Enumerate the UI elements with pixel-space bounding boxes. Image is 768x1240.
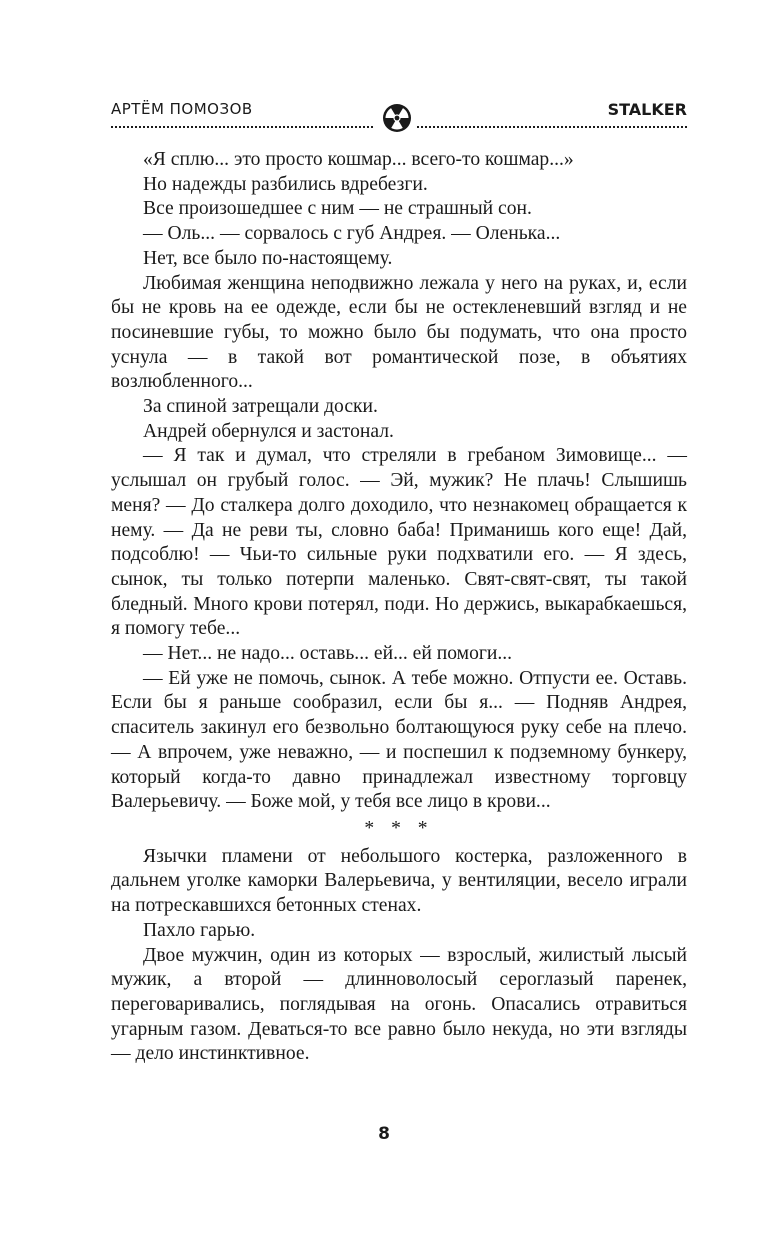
body-text [111, 148, 687, 1067]
header-series: STALKER [607, 100, 687, 119]
header-dotted-rule-right [417, 126, 687, 128]
paragraph: — Я так и думал, что стреляли в гребаном Зимовище... — услышал он грубый голос. — Эй, мужик? Не плачь! Слышишь меня? — До сталкера долго доходило, что незнакомец обращается к нему. — Да не реви ты, словно баба! Приманишь кого еще! Дай, подсоблю! — Чьи-то сильные руки подхватили его. — Я здесь, сынок, ты только потерпи маленько. Свят-свят-свят, ты такой бледный. Много крови потерял, поди. Но держись, выкарабкаешься, я помогу тебе... [111, 445, 687, 640]
running-header [111, 98, 687, 138]
section-separator: * * * [364, 817, 434, 839]
page-number: 8 [378, 1124, 390, 1144]
paragraph: Любимая женщина неподвижно лежала у него на руках, и, если бы не кровь на ее одежде, если бы не остекленевший взгляд и не посиневшие губы, то можно было бы подумать, что она просто уснула — в такой вот романтической позе, в объятиях возлюбленного... [111, 272, 687, 393]
paragraph: Язычки пламени от небольшого костерка, разложенного в дальнем уголке каморки Валерьевича, у вентиляции, весело играли на потрескавшихся бетонных стенах. [111, 845, 687, 917]
paragraph: Но надежды разбились вдребезги. [143, 173, 428, 195]
paragraph: — Нет... не надо... оставь... ей... ей помоги... [143, 643, 513, 665]
paragraph: Двое мужчин, один из которых — взрослый, жилистый лысый мужик, а второй — длинноволосый сероглазый паренек, переговаривались, поглядывая на огонь. Опасались отравиться угарным газом. Деваться-то все равно было некуда, но эти взгляды — дело инстинктивное. [111, 944, 687, 1065]
header-author: АРТЁМ ПОМОЗОВ [111, 100, 253, 118]
paragraph: Нет, все было по-настоящему. [143, 247, 393, 269]
paragraph: — Оль... — сорвалось с губ Андрея. — Оленька... [143, 223, 561, 245]
paragraph: Все произошедшее с ним — не страшный сон. [143, 198, 532, 220]
paragraph: Андрей обернулся и застонал. [143, 420, 394, 442]
paragraph: — Ей уже не помочь, сынок. А тебе можно. Отпусти ее. Оставь. Если бы я раньше сообразил, если бы я... — Подняв Андрея, спаситель закинул его безвольно болтающуюся руку себе на плечо. — А впрочем, уже неважно, — и поспешил к подземному бункеру, который когда-то давно принадлежал известному торговцу Валерьевичу. — Боже мой, у тебя все лицо в крови... [111, 667, 687, 813]
paragraph: Пахло гарью. [143, 919, 256, 941]
paragraph: «Я сплю... это просто кошмар... всего-то кошмар...» [143, 149, 574, 170]
header-dotted-rule-left [111, 126, 373, 128]
radiation-icon [382, 103, 412, 133]
paragraph: За спиной затрещали доски. [143, 396, 378, 418]
